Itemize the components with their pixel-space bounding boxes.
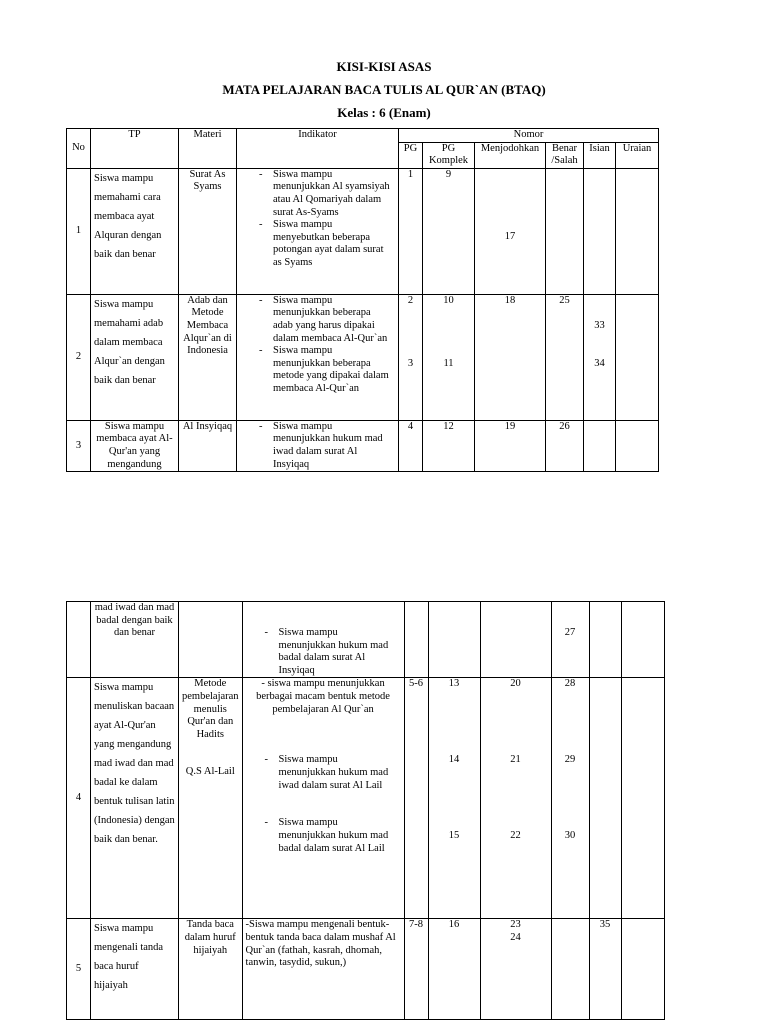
row-benar-salah: 26: [546, 420, 584, 471]
row-no: 5: [67, 919, 91, 1020]
col-header-isian: Isian: [584, 142, 616, 168]
table-row: [67, 602, 665, 678]
col-header-pg: PG: [399, 142, 423, 168]
row-materi: Adab dan Metode Membaca Alqur`an di Indonesia: [179, 294, 237, 420]
doc-class: Kelas : 6 (Enam): [337, 105, 431, 120]
row-materi: Tanda baca dalam huruf hijaiyah: [179, 919, 243, 1020]
row-indikator: [237, 420, 399, 471]
col-header-materi: Materi: [179, 129, 237, 169]
row-tp: Siswa mampu menuliskan bacaan ayat Al-Qur'an yang mengandung mad iwad dan mad badal ke dalam bentuk tulisan latin (Indonesia) dengan baik dan benar.: [91, 678, 179, 919]
table-row: [67, 919, 665, 1020]
pg-value: 3: [407, 357, 414, 369]
indikator-item: - Siswa mampu menunjukkan beberapa adab yang harus dipakai dalam membaca Al-Qur`an: [240, 295, 395, 345]
row-tp: Siswa mampu memahami cara membaca ayat Alquran dengan baik dan benar: [91, 168, 179, 294]
benar-salah-value: 27: [564, 627, 576, 638]
table-header-row: [67, 129, 659, 143]
row-benar-salah: [551, 602, 589, 678]
table-row: [67, 420, 659, 471]
col-header-pg-komplek: PG Komplek: [423, 142, 475, 168]
menjodohkan-value: 20: [510, 678, 521, 690]
row-tp: Siswa mampu mengenali tanda baca huruf hijaiyah: [91, 919, 179, 1020]
row-menjodohkan: [475, 168, 546, 294]
row-pg: [404, 602, 428, 678]
row-pg: 7-8: [404, 919, 428, 1020]
indikator-intro: - siswa mampu menunjukkan berbagai macam bentuk metode pembelajaran Al Qur`an: [256, 678, 390, 715]
row-uraian: [621, 602, 664, 678]
col-header-benar-salah: Benar /Salah: [546, 142, 584, 168]
row-isian: [584, 168, 616, 294]
row-uraian: [616, 294, 659, 420]
row-isian: [589, 602, 621, 678]
row-indikator: [237, 168, 399, 294]
row-pg-komplek: [428, 678, 480, 919]
indikator-item: - Siswa mampu menunjukkan hukum mad badal dalam surat Al Lail: [246, 817, 401, 855]
benar-salah-value: 29: [564, 754, 576, 766]
row-tp: Siswa mampu memahami adab dalam membaca Alqur`an dengan baik dan benar: [91, 294, 179, 420]
doc-subject: MATA PELAJARAN BACA TULIS AL QUR`AN (BTAQ): [222, 82, 546, 97]
row-uraian: [621, 919, 664, 1020]
kisi-kisi-table-part1: [66, 128, 659, 472]
pg-komplek-value: 13: [448, 678, 460, 690]
row-materi: [179, 678, 243, 919]
table-row: [67, 168, 659, 294]
benar-salah-value: 28: [564, 678, 576, 690]
indikator-item: - Siswa mampu menunjukkan hukum mad iwad dalam surat Al Insyiqaq: [240, 421, 395, 471]
row-isian: [589, 678, 621, 919]
row-no: 1: [67, 168, 91, 294]
table-row: [67, 678, 665, 919]
row-isian: 35: [589, 919, 621, 1020]
menjodohkan-value: 24: [510, 931, 521, 943]
pg-komplek-value: 15: [448, 830, 460, 842]
row-materi: Al Insyiqaq: [179, 420, 237, 471]
indikator-item: - Siswa mampu menunjukkan hukum mad iwad dalam surat Al Lail: [246, 754, 401, 792]
materi-item: Q.S Al-Lail: [185, 766, 235, 778]
col-header-tp: TP: [91, 129, 179, 169]
row-materi: Surat As Syams: [179, 168, 237, 294]
row-menjodohkan: [480, 602, 551, 678]
menjodohkan-value: 21: [510, 754, 521, 766]
isian-value: 33: [594, 319, 605, 331]
doc-title: KISI-KISI ASAS: [336, 59, 432, 74]
pg-value: 2: [407, 294, 414, 306]
row-no: [67, 602, 91, 678]
row-uraian: [621, 678, 664, 919]
row-menjodohkan: [480, 919, 551, 1020]
materi-item: Metode pembelajaran menulis Qur'an dan Hadits: [182, 678, 239, 740]
row-materi: [179, 602, 243, 678]
row-uraian: [616, 168, 659, 294]
menjodohkan-value: 17: [504, 230, 516, 242]
benar-salah-value: 30: [564, 830, 576, 842]
menjodohkan-value: 22: [510, 830, 521, 842]
col-header-nomor: Nomor: [399, 129, 659, 143]
row-benar-salah: 25: [546, 294, 584, 420]
row-menjodohkan: [480, 678, 551, 919]
row-indikator: [242, 678, 404, 919]
row-pg-komplek: 12: [423, 420, 475, 471]
row-indikator: [242, 602, 404, 678]
col-header-indikator: Indikator: [237, 129, 399, 169]
row-no: 2: [67, 294, 91, 420]
row-pg-komplek: 9: [423, 168, 475, 294]
pg-komplek-value: 11: [443, 357, 454, 369]
row-tp: mad iwad dan mad badal dengan baik dan benar: [91, 602, 179, 678]
indikator-item: - Siswa mampu menyebutkan beberapa potongan ayat dalam surat as Syams: [240, 219, 395, 269]
pg-komplek-value: 10: [443, 294, 454, 306]
col-header-no: No: [67, 129, 91, 169]
row-pg: 5-6: [404, 678, 428, 919]
pg-komplek-value: 14: [448, 754, 460, 766]
row-uraian: [616, 420, 659, 471]
row-isian: [584, 294, 616, 420]
row-indikator: -Siswa mampu mengenali bentuk-bentuk tanda baca dalam mushaf Al Qur`an (fathah, kasrah, dhomah, tanwin, tasydid, sukun,): [242, 919, 404, 1020]
row-pg-komplek: [423, 294, 475, 420]
row-pg-komplek: 16: [428, 919, 480, 1020]
row-no: 3: [67, 420, 91, 471]
menjodohkan-value: 23: [510, 919, 521, 931]
indikator-item: - Siswa mampu menunjukkan beberapa metode yang dipakai dalam membaca Al-Qur`an: [240, 345, 395, 395]
row-pg: 4: [399, 420, 423, 471]
table-row: [67, 294, 659, 420]
row-pg-komplek: [428, 602, 480, 678]
row-benar-salah: [551, 919, 589, 1020]
isian-value: 34: [594, 357, 605, 369]
row-pg: 1: [399, 168, 423, 294]
row-menjodohkan: 18: [475, 294, 546, 420]
row-pg: [399, 294, 423, 420]
col-header-uraian: Uraian: [616, 142, 659, 168]
row-isian: [584, 420, 616, 471]
row-no: 4: [67, 678, 91, 919]
row-benar-salah: [546, 168, 584, 294]
row-benar-salah: [551, 678, 589, 919]
indikator-item: - Siswa mampu menunjukkan hukum mad badal dalam surat Al Insyiqaq: [246, 627, 401, 677]
kisi-kisi-table-part2: [66, 601, 665, 1020]
indikator-item: - Siswa mampu menunjukkan Al syamsiyah atau Al Qomariyah dalam surat As-Syams: [240, 169, 395, 219]
col-header-menjodohkan: Menjodohkan: [475, 142, 546, 168]
row-tp: Siswa mampu membaca ayat Al-Qur'an yang mengandung: [91, 420, 179, 471]
row-menjodohkan: 19: [475, 420, 546, 471]
row-indikator: [237, 294, 399, 420]
